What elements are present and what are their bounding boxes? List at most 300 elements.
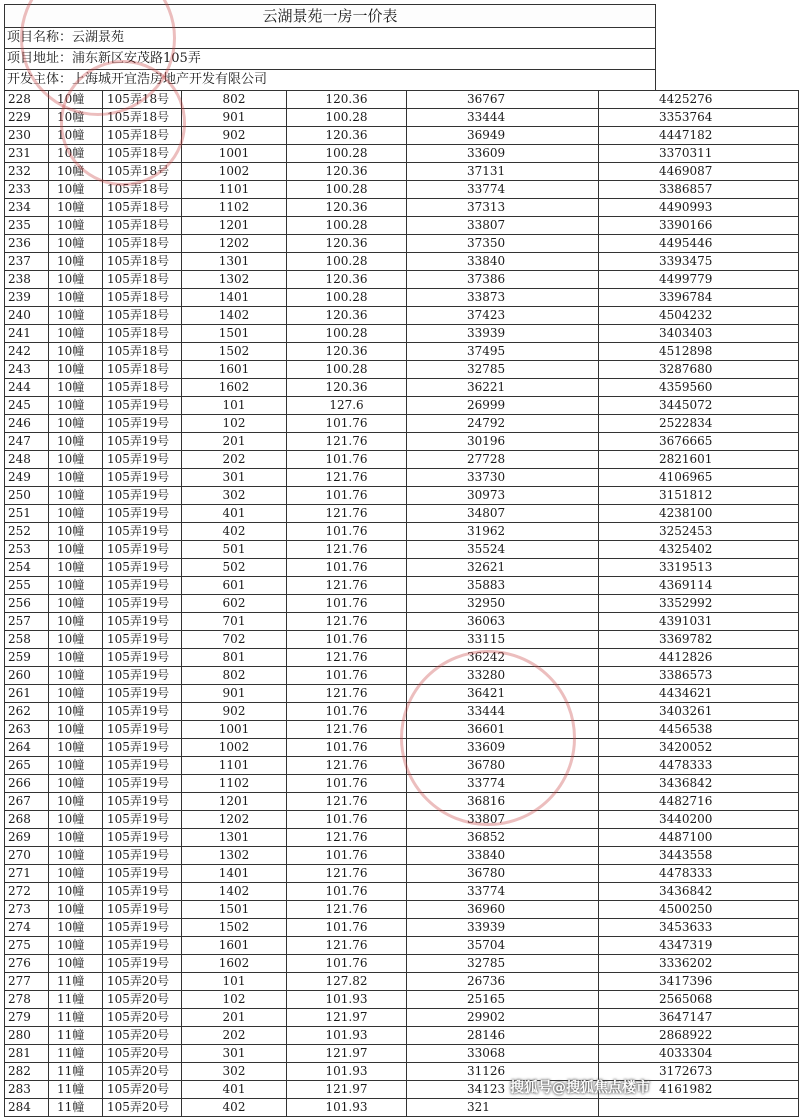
total-price-cell: 3353764 — [599, 109, 799, 127]
total-price-cell: 3386573 — [599, 667, 799, 685]
address-cell: 105弄19号 — [103, 451, 182, 469]
building-cell: 10幢 — [49, 451, 103, 469]
row-number-cell: 262 — [5, 703, 49, 721]
unit-price-cell: 29902 — [407, 1009, 599, 1027]
table-row — [5, 973, 799, 991]
address-cell: 105弄18号 — [103, 217, 182, 235]
row-number-cell: 261 — [5, 685, 49, 703]
building-cell: 10幢 — [49, 469, 103, 487]
building-cell: 10幢 — [49, 541, 103, 559]
address-cell: 105弄20号 — [103, 1081, 182, 1099]
building-cell: 10幢 — [49, 145, 103, 163]
building-cell: 10幢 — [49, 613, 103, 631]
unit-cell: 301 — [182, 469, 287, 487]
table-row — [5, 667, 799, 685]
total-price-cell: 3252453 — [599, 523, 799, 541]
building-cell: 10幢 — [49, 865, 103, 883]
unit-price-cell: 33730 — [407, 469, 599, 487]
row-number-cell: 255 — [5, 577, 49, 595]
area-cell: 120.36 — [287, 127, 407, 145]
area-cell: 120.36 — [287, 379, 407, 397]
total-price-cell: 3403403 — [599, 325, 799, 343]
unit-price-cell: 36601 — [407, 721, 599, 739]
address-cell: 105弄19号 — [103, 541, 182, 559]
building-cell: 11幢 — [49, 1063, 103, 1081]
table-row — [5, 307, 799, 325]
address-cell: 105弄18号 — [103, 343, 182, 361]
building-cell: 10幢 — [49, 325, 103, 343]
unit-cell: 301 — [182, 1045, 287, 1063]
unit-price-cell: 33807 — [407, 811, 599, 829]
unit-price-cell: 32621 — [407, 559, 599, 577]
unit-price-cell: 33939 — [407, 325, 599, 343]
row-number-cell: 253 — [5, 541, 49, 559]
unit-cell: 502 — [182, 559, 287, 577]
address-cell: 105弄18号 — [103, 325, 182, 343]
row-number-cell: 252 — [5, 523, 49, 541]
unit-price-cell: 321 — [407, 1099, 599, 1117]
building-cell: 10幢 — [49, 631, 103, 649]
total-price-cell: 4391031 — [599, 613, 799, 631]
unit-cell: 1201 — [182, 793, 287, 811]
table-row — [5, 379, 799, 397]
area-cell: 121.76 — [287, 613, 407, 631]
row-number-cell: 231 — [5, 145, 49, 163]
table-row — [5, 775, 799, 793]
address-cell: 105弄18号 — [103, 109, 182, 127]
table-row — [5, 649, 799, 667]
unit-cell: 501 — [182, 541, 287, 559]
table-row — [5, 991, 799, 1009]
total-price-cell — [599, 1099, 799, 1117]
unit-price-cell: 30973 — [407, 487, 599, 505]
building-cell: 10幢 — [49, 199, 103, 217]
building-cell: 10幢 — [49, 415, 103, 433]
unit-cell: 1202 — [182, 235, 287, 253]
unit-price-cell: 37131 — [407, 163, 599, 181]
building-cell: 10幢 — [49, 307, 103, 325]
building-cell: 10幢 — [49, 649, 103, 667]
table-row — [5, 163, 799, 181]
table-row — [5, 505, 799, 523]
table-row — [5, 415, 799, 433]
address-cell: 105弄19号 — [103, 433, 182, 451]
table-row — [5, 1027, 799, 1045]
unit-price-cell: 37423 — [407, 307, 599, 325]
row-number-cell: 244 — [5, 379, 49, 397]
address-cell: 105弄19号 — [103, 793, 182, 811]
unit-cell: 1502 — [182, 343, 287, 361]
building-cell: 10幢 — [49, 955, 103, 973]
unit-price-cell: 32785 — [407, 955, 599, 973]
row-number-cell: 274 — [5, 919, 49, 937]
row-number-cell: 264 — [5, 739, 49, 757]
unit-price-cell: 34123 — [407, 1081, 599, 1099]
total-price-cell: 4499779 — [599, 271, 799, 289]
area-cell: 120.36 — [287, 307, 407, 325]
building-cell: 10幢 — [49, 289, 103, 307]
unit-price-cell: 33444 — [407, 703, 599, 721]
address-cell: 105弄19号 — [103, 919, 182, 937]
building-cell: 10幢 — [49, 235, 103, 253]
unit-price-cell: 27728 — [407, 451, 599, 469]
building-cell: 10幢 — [49, 577, 103, 595]
row-number-cell: 277 — [5, 973, 49, 991]
unit-cell: 1401 — [182, 865, 287, 883]
total-price-cell: 3370311 — [599, 145, 799, 163]
total-price-cell: 4487100 — [599, 829, 799, 847]
row-number-cell: 276 — [5, 955, 49, 973]
row-number-cell: 278 — [5, 991, 49, 1009]
table-row — [5, 325, 799, 343]
unit-cell: 1602 — [182, 379, 287, 397]
table-row — [5, 145, 799, 163]
unit-price-cell: 33873 — [407, 289, 599, 307]
total-price-cell: 3647147 — [599, 1009, 799, 1027]
area-cell: 127.82 — [287, 973, 407, 991]
total-price-cell: 4478333 — [599, 757, 799, 775]
area-cell: 101.76 — [287, 919, 407, 937]
row-number-cell: 228 — [5, 91, 49, 109]
address-cell: 105弄19号 — [103, 757, 182, 775]
area-cell: 121.76 — [287, 577, 407, 595]
address-cell: 105弄19号 — [103, 505, 182, 523]
building-cell: 10幢 — [49, 487, 103, 505]
unit-price-cell: 33939 — [407, 919, 599, 937]
area-cell: 101.76 — [287, 631, 407, 649]
row-number-cell: 272 — [5, 883, 49, 901]
unit-cell: 1202 — [182, 811, 287, 829]
total-price-cell: 4325402 — [599, 541, 799, 559]
table-row — [5, 919, 799, 937]
address-cell: 105弄18号 — [103, 361, 182, 379]
total-price-cell: 3369782 — [599, 631, 799, 649]
row-number-cell: 245 — [5, 397, 49, 415]
total-price-cell: 3445072 — [599, 397, 799, 415]
row-number-cell: 237 — [5, 253, 49, 271]
row-number-cell: 279 — [5, 1009, 49, 1027]
total-price-cell: 3390166 — [599, 217, 799, 235]
area-cell: 101.76 — [287, 523, 407, 541]
area-cell: 121.76 — [287, 433, 407, 451]
row-number-cell: 236 — [5, 235, 49, 253]
address-cell: 105弄19号 — [103, 415, 182, 433]
address-cell: 105弄19号 — [103, 865, 182, 883]
building-cell: 11幢 — [49, 1099, 103, 1117]
row-number-cell: 254 — [5, 559, 49, 577]
unit-cell: 1301 — [182, 253, 287, 271]
address-cell: 105弄19号 — [103, 811, 182, 829]
total-price-cell: 4478333 — [599, 865, 799, 883]
row-number-cell: 270 — [5, 847, 49, 865]
table-row — [5, 937, 799, 955]
area-cell: 121.76 — [287, 469, 407, 487]
address-cell: 105弄20号 — [103, 1045, 182, 1063]
building-cell: 10幢 — [49, 919, 103, 937]
document-title: 云湖景苑一房一价表 — [4, 4, 656, 27]
unit-cell: 102 — [182, 991, 287, 1009]
unit-cell: 1402 — [182, 883, 287, 901]
unit-cell: 1301 — [182, 829, 287, 847]
row-number-cell: 283 — [5, 1081, 49, 1099]
address-cell: 105弄18号 — [103, 379, 182, 397]
total-price-cell: 3417396 — [599, 973, 799, 991]
unit-cell: 1401 — [182, 289, 287, 307]
address-cell: 105弄19号 — [103, 883, 182, 901]
area-cell: 101.76 — [287, 487, 407, 505]
area-cell: 120.36 — [287, 199, 407, 217]
table-row — [5, 1009, 799, 1027]
unit-cell: 1601 — [182, 937, 287, 955]
row-number-cell: 265 — [5, 757, 49, 775]
address-cell: 105弄19号 — [103, 397, 182, 415]
row-number-cell: 266 — [5, 775, 49, 793]
total-price-cell: 3319513 — [599, 559, 799, 577]
unit-price-cell: 26999 — [407, 397, 599, 415]
table-row — [5, 685, 799, 703]
unit-price-cell: 32950 — [407, 595, 599, 613]
building-cell: 10幢 — [49, 361, 103, 379]
unit-cell: 902 — [182, 703, 287, 721]
unit-cell: 102 — [182, 415, 287, 433]
table-row — [5, 199, 799, 217]
area-cell: 101.76 — [287, 775, 407, 793]
table-row — [5, 469, 799, 487]
total-price-cell: 3151812 — [599, 487, 799, 505]
table-row — [5, 865, 799, 883]
unit-price-cell: 36242 — [407, 649, 599, 667]
area-cell: 120.36 — [287, 235, 407, 253]
area-cell: 121.97 — [287, 1045, 407, 1063]
address-cell: 105弄19号 — [103, 955, 182, 973]
area-cell: 121.76 — [287, 901, 407, 919]
table-row — [5, 721, 799, 739]
unit-cell: 1102 — [182, 775, 287, 793]
area-cell: 121.76 — [287, 865, 407, 883]
total-price-cell: 3287680 — [599, 361, 799, 379]
area-cell: 100.28 — [287, 181, 407, 199]
area-cell: 101.93 — [287, 991, 407, 1009]
unit-cell: 1002 — [182, 163, 287, 181]
table-row — [5, 883, 799, 901]
unit-cell: 1602 — [182, 955, 287, 973]
area-cell: 100.28 — [287, 361, 407, 379]
unit-price-cell: 36221 — [407, 379, 599, 397]
total-price-cell: 2868922 — [599, 1027, 799, 1045]
row-number-cell: 242 — [5, 343, 49, 361]
unit-cell: 201 — [182, 433, 287, 451]
total-price-cell: 4500250 — [599, 901, 799, 919]
unit-price-cell: 33774 — [407, 775, 599, 793]
unit-price-cell: 33280 — [407, 667, 599, 685]
building-cell: 11幢 — [49, 1081, 103, 1099]
row-number-cell: 260 — [5, 667, 49, 685]
address-cell: 105弄19号 — [103, 775, 182, 793]
row-number-cell: 234 — [5, 199, 49, 217]
unit-price-cell: 33115 — [407, 631, 599, 649]
building-cell: 10幢 — [49, 127, 103, 145]
building-cell: 10幢 — [49, 595, 103, 613]
unit-cell: 101 — [182, 973, 287, 991]
area-cell: 120.36 — [287, 343, 407, 361]
table-row — [5, 595, 799, 613]
address-cell: 105弄19号 — [103, 829, 182, 847]
area-cell: 101.93 — [287, 1099, 407, 1117]
area-cell: 127.6 — [287, 397, 407, 415]
row-number-cell: 281 — [5, 1045, 49, 1063]
total-price-cell: 4106965 — [599, 469, 799, 487]
total-price-cell: 4347319 — [599, 937, 799, 955]
price-table-body — [5, 91, 799, 1117]
total-price-cell: 3436842 — [599, 883, 799, 901]
table-row — [5, 1045, 799, 1063]
address-cell: 105弄19号 — [103, 739, 182, 757]
building-cell: 10幢 — [49, 397, 103, 415]
row-number-cell: 229 — [5, 109, 49, 127]
table-row — [5, 577, 799, 595]
address-cell: 105弄18号 — [103, 181, 182, 199]
address-cell: 105弄18号 — [103, 271, 182, 289]
total-price-cell: 4490993 — [599, 199, 799, 217]
row-number-cell: 248 — [5, 451, 49, 469]
building-cell: 10幢 — [49, 271, 103, 289]
area-cell: 101.76 — [287, 559, 407, 577]
unit-price-cell: 36949 — [407, 127, 599, 145]
total-price-cell: 4447182 — [599, 127, 799, 145]
building-cell: 10幢 — [49, 739, 103, 757]
table-row — [5, 1099, 799, 1117]
area-cell: 101.76 — [287, 667, 407, 685]
table-row — [5, 631, 799, 649]
row-number-cell: 238 — [5, 271, 49, 289]
building-cell: 10幢 — [49, 217, 103, 235]
row-number-cell: 256 — [5, 595, 49, 613]
row-number-cell: 247 — [5, 433, 49, 451]
table-row — [5, 127, 799, 145]
unit-cell: 1001 — [182, 145, 287, 163]
total-price-cell: 4434621 — [599, 685, 799, 703]
total-price-cell: 3336202 — [599, 955, 799, 973]
row-number-cell: 280 — [5, 1027, 49, 1045]
table-row — [5, 235, 799, 253]
unit-price-cell: 36780 — [407, 757, 599, 775]
building-cell: 10幢 — [49, 847, 103, 865]
building-cell: 10幢 — [49, 109, 103, 127]
unit-cell: 401 — [182, 505, 287, 523]
price-table — [4, 90, 799, 1117]
row-number-cell: 235 — [5, 217, 49, 235]
table-row — [5, 523, 799, 541]
unit-cell: 1101 — [182, 757, 287, 775]
unit-price-cell: 36960 — [407, 901, 599, 919]
row-number-cell: 263 — [5, 721, 49, 739]
unit-price-cell: 33774 — [407, 181, 599, 199]
building-cell: 11幢 — [49, 973, 103, 991]
table-row — [5, 847, 799, 865]
address-cell: 105弄18号 — [103, 199, 182, 217]
total-price-cell: 4412826 — [599, 649, 799, 667]
unit-cell: 302 — [182, 1063, 287, 1081]
row-number-cell: 230 — [5, 127, 49, 145]
unit-price-cell: 31126 — [407, 1063, 599, 1081]
unit-price-cell: 37495 — [407, 343, 599, 361]
address-cell: 105弄19号 — [103, 667, 182, 685]
address-cell: 105弄20号 — [103, 973, 182, 991]
unit-price-cell: 36767 — [407, 91, 599, 109]
table-row — [5, 289, 799, 307]
row-number-cell: 249 — [5, 469, 49, 487]
address-cell: 105弄19号 — [103, 469, 182, 487]
address-cell: 105弄20号 — [103, 1009, 182, 1027]
unit-price-cell: 33840 — [407, 253, 599, 271]
address-cell: 105弄18号 — [103, 91, 182, 109]
total-price-cell: 3443558 — [599, 847, 799, 865]
total-price-cell: 2821601 — [599, 451, 799, 469]
unit-price-cell: 35883 — [407, 577, 599, 595]
unit-price-cell: 37350 — [407, 235, 599, 253]
area-cell: 101.76 — [287, 451, 407, 469]
table-row — [5, 955, 799, 973]
table-row — [5, 541, 799, 559]
row-number-cell: 271 — [5, 865, 49, 883]
unit-cell: 801 — [182, 649, 287, 667]
table-row — [5, 793, 799, 811]
total-price-cell: 2522834 — [599, 415, 799, 433]
area-cell: 121.76 — [287, 649, 407, 667]
unit-cell: 601 — [182, 577, 287, 595]
address-cell: 105弄19号 — [103, 577, 182, 595]
row-number-cell: 269 — [5, 829, 49, 847]
unit-cell: 402 — [182, 1099, 287, 1117]
unit-price-cell: 36780 — [407, 865, 599, 883]
unit-cell: 1402 — [182, 307, 287, 325]
row-number-cell: 251 — [5, 505, 49, 523]
building-cell: 11幢 — [49, 991, 103, 1009]
unit-price-cell: 33609 — [407, 145, 599, 163]
table-row — [5, 829, 799, 847]
row-number-cell: 240 — [5, 307, 49, 325]
building-cell: 10幢 — [49, 883, 103, 901]
row-number-cell: 284 — [5, 1099, 49, 1117]
unit-price-cell: 31962 — [407, 523, 599, 541]
table-row — [5, 217, 799, 235]
project-address: 项目地址：浦东新区安茂路105弄 — [4, 48, 656, 69]
unit-price-cell: 33774 — [407, 883, 599, 901]
total-price-cell: 3403261 — [599, 703, 799, 721]
total-price-cell: 3440200 — [599, 811, 799, 829]
unit-cell: 702 — [182, 631, 287, 649]
row-number-cell: 232 — [5, 163, 49, 181]
unit-price-cell: 28146 — [407, 1027, 599, 1045]
unit-cell: 201 — [182, 1009, 287, 1027]
unit-price-cell: 25165 — [407, 991, 599, 1009]
address-cell: 105弄20号 — [103, 1099, 182, 1117]
address-cell: 105弄18号 — [103, 127, 182, 145]
unit-cell: 202 — [182, 451, 287, 469]
address-cell: 105弄20号 — [103, 1063, 182, 1081]
table-row — [5, 1063, 799, 1081]
watermark: 搜狐号@搜狐焦点楼市 — [510, 1080, 650, 1096]
area-cell: 121.76 — [287, 829, 407, 847]
total-price-cell: 4369114 — [599, 577, 799, 595]
unit-price-cell: 37386 — [407, 271, 599, 289]
building-cell: 10幢 — [49, 559, 103, 577]
building-cell: 10幢 — [49, 937, 103, 955]
unit-cell: 101 — [182, 397, 287, 415]
unit-price-cell: 32785 — [407, 361, 599, 379]
building-cell: 10幢 — [49, 343, 103, 361]
area-cell: 100.28 — [287, 289, 407, 307]
